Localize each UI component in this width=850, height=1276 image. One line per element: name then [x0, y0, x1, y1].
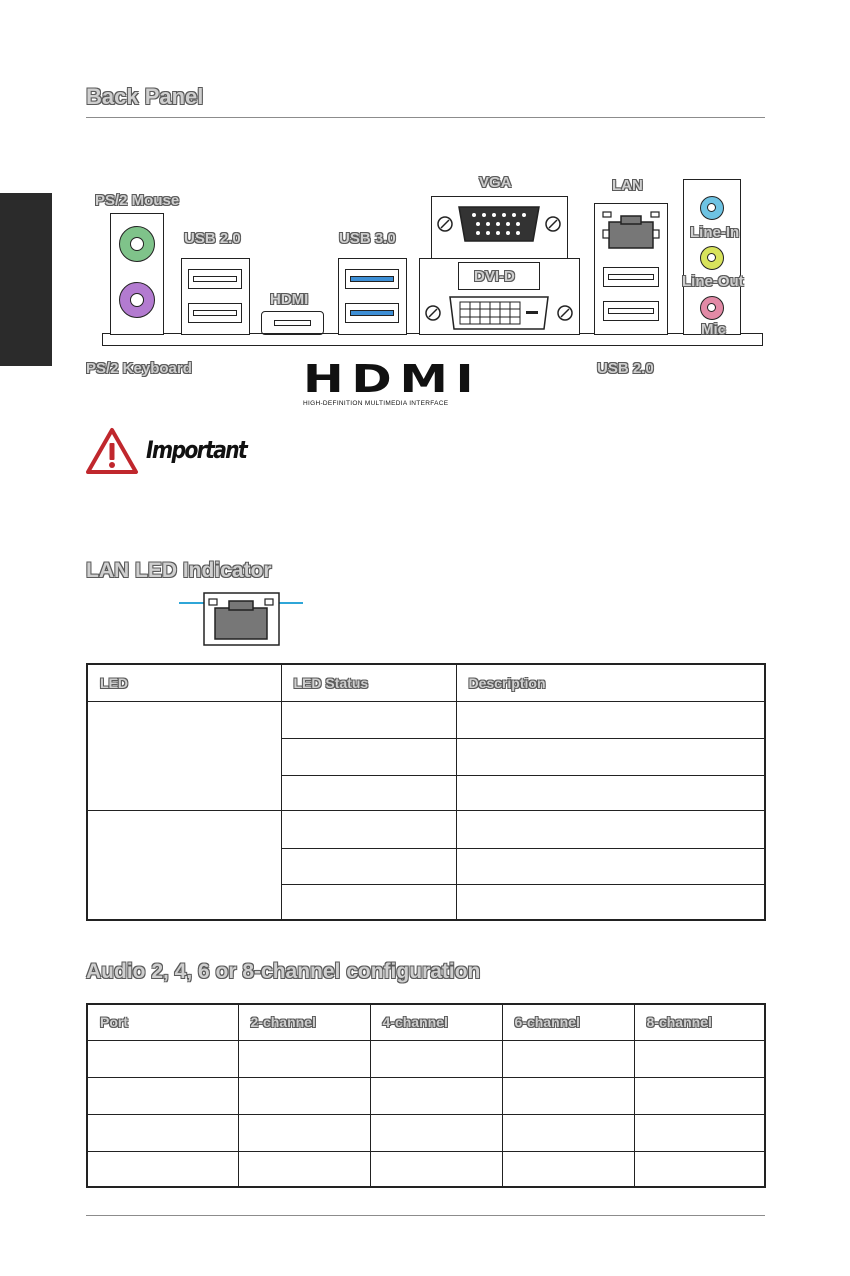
lan-led-heading: LAN LED Indicator [86, 559, 272, 582]
col-header: LED Status [281, 664, 456, 701]
back-panel-heading: Back Panel [86, 84, 204, 109]
usb-slot [345, 303, 399, 323]
important-label: Important [146, 436, 247, 464]
ps2-keyboard-label: PS/2 Keyboard [86, 360, 192, 377]
chapter-side-tab [0, 193, 52, 366]
table-row [87, 1077, 765, 1114]
ps2-mouse-port [119, 226, 155, 262]
footer-rule [86, 1215, 765, 1216]
mic-jack [700, 296, 724, 320]
col-header: 4-channel [370, 1004, 502, 1040]
hdmi-logo-tagline: HIGH-DEFINITION MULTIMEDIA INTERFACE [303, 400, 449, 407]
usb30-label: USB 3.0 [339, 230, 396, 247]
usb20-left-label: USB 2.0 [184, 230, 241, 247]
col-header: Port [87, 1004, 238, 1040]
table-row [87, 1114, 765, 1151]
warning-icon [84, 426, 140, 476]
col-header: 8-channel [634, 1004, 765, 1040]
lan-led-diagram [175, 590, 315, 646]
usb-slot [603, 301, 659, 321]
line-out-label: Line-Out [682, 273, 744, 290]
table-row [87, 1040, 765, 1077]
dvid-label: DVI-D [474, 268, 515, 285]
usb20-left-port-block [181, 258, 250, 335]
hdmi-logo-wordmark: HDMI [303, 357, 482, 401]
col-header: Description [456, 664, 765, 701]
ps2-mouse-label: PS/2 Mouse [95, 192, 180, 209]
vga-connector-graphic [432, 197, 566, 257]
table-row [87, 810, 765, 848]
lan-led-table [86, 663, 766, 921]
table-header-row [87, 664, 765, 701]
hdmi-label: HDMI [270, 291, 309, 308]
col-header: 6-channel [502, 1004, 634, 1040]
line-in-label: Line-In [690, 224, 740, 241]
usb30-port-block [338, 258, 407, 335]
usb20-right-label: USB 2.0 [597, 360, 654, 377]
table-row [87, 1151, 765, 1187]
audio-port-block [683, 179, 741, 335]
mic-label: Mic [701, 321, 727, 338]
usb-slot [345, 269, 399, 289]
ps2-keyboard-port [119, 282, 155, 318]
vga-port-block [431, 196, 568, 258]
vga-label: VGA [479, 174, 512, 191]
lan-label: LAN [612, 177, 643, 194]
line-in-jack [700, 196, 724, 220]
lan-connector-graphic [595, 204, 667, 254]
table-header-row [87, 1004, 765, 1040]
audio-heading: Audio 2, 4, 6 or 8-channel configuration [86, 960, 481, 983]
hdmi-port [261, 311, 324, 335]
usb-slot [188, 303, 242, 323]
ps2-port-block [110, 213, 164, 335]
usb-slot [603, 267, 659, 287]
lan-usb-port-block [594, 203, 668, 335]
hdmi-logo [303, 357, 482, 410]
col-header: 2-channel [238, 1004, 370, 1040]
audio-config-table [86, 1003, 766, 1188]
col-header: LED [87, 664, 281, 701]
table-row [87, 701, 765, 738]
usb-slot [188, 269, 242, 289]
line-out-jack [700, 246, 724, 270]
heading-rule [86, 117, 765, 118]
